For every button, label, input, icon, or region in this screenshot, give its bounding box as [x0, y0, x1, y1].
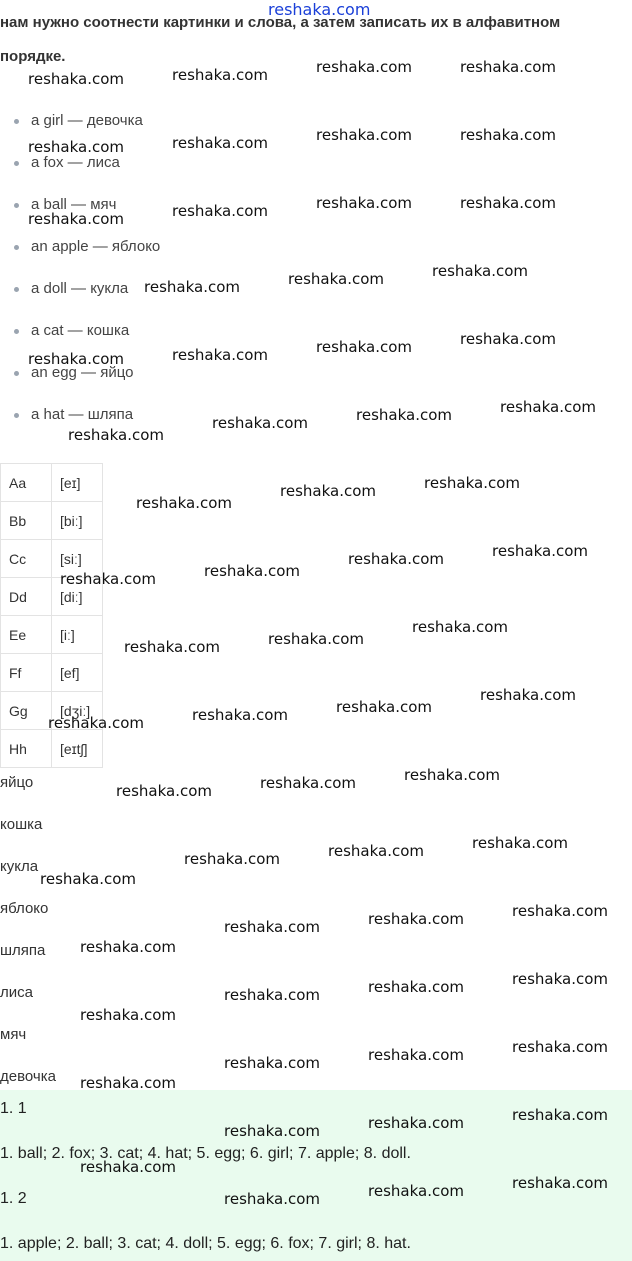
- list-item: a cat — кошка: [14, 322, 129, 339]
- watermark-text: reshaka.com: [124, 638, 220, 656]
- watermark-text: reshaka.com: [328, 842, 424, 860]
- list-item: a girl — девочка: [14, 112, 143, 129]
- watermark-text: reshaka.com: [404, 766, 500, 784]
- watermark-text: reshaka.com: [348, 550, 444, 568]
- watermark-text: reshaka.com: [40, 870, 136, 888]
- watermark-text: reshaka.com: [224, 1122, 320, 1140]
- watermark-text: reshaka.com: [368, 1046, 464, 1064]
- transcription-cell: [eɪ]: [52, 464, 103, 502]
- letter-cell: Cc: [1, 540, 52, 578]
- watermark-text: reshaka.com: [136, 494, 232, 512]
- watermark-text: reshaka.com: [460, 58, 556, 76]
- bullet-icon: [14, 161, 19, 166]
- table-row: [1, 502, 103, 540]
- watermark-link[interactable]: reshaka.com: [268, 0, 371, 19]
- russian-word: мяч: [0, 1026, 27, 1043]
- watermark-text: reshaka.com: [224, 986, 320, 1004]
- watermark-text: reshaka.com: [500, 398, 596, 416]
- watermark-text: reshaka.com: [184, 850, 280, 868]
- list-item: an apple — яблоко: [14, 238, 160, 255]
- watermark-text: reshaka.com: [368, 910, 464, 928]
- russian-word: кукла: [0, 858, 39, 875]
- watermark-text: reshaka.com: [368, 1182, 464, 1200]
- watermark-text: reshaka.com: [172, 202, 268, 220]
- answer-text: 1. ball; 2. fox; 3. cat; 4. hat; 5. egg; 6. girl; 7. apple; 8. doll.: [0, 1145, 411, 1162]
- transcription-cell: [iː]: [52, 616, 103, 654]
- answer-label: 1. 2: [0, 1190, 27, 1207]
- bullet-icon: [14, 329, 19, 334]
- watermark-text: reshaka.com: [512, 1106, 608, 1124]
- task-description-line2: порядке.: [0, 48, 66, 65]
- letter-cell: Hh: [1, 730, 52, 768]
- answer-text: 1. apple; 2. ball; 3. cat; 4. doll; 5. egg; 6. fox; 7. girl; 8. hat.: [0, 1235, 411, 1252]
- list-item: a hat — шляпа: [14, 406, 133, 423]
- watermark-text: reshaka.com: [172, 134, 268, 152]
- watermark-text: reshaka.com: [368, 1114, 464, 1132]
- watermark-text: reshaka.com: [316, 194, 412, 212]
- transcription-cell: [ef]: [52, 654, 103, 692]
- russian-word: кошка: [0, 816, 43, 833]
- transcription-cell: [siː]: [52, 540, 103, 578]
- watermark-text: reshaka.com: [116, 782, 212, 800]
- transcription-cell: [biː]: [52, 502, 103, 540]
- watermark-text: reshaka.com: [268, 630, 364, 648]
- russian-word: яблоко: [0, 900, 49, 917]
- watermark-text: reshaka.com: [316, 338, 412, 356]
- bullet-icon: [14, 287, 19, 292]
- watermark-text: reshaka.com: [460, 126, 556, 144]
- watermark-text: reshaka.com: [80, 938, 176, 956]
- russian-word: яйцо: [0, 774, 34, 791]
- watermark-text: reshaka.com: [356, 406, 452, 424]
- watermark-text: reshaka.com: [224, 1054, 320, 1072]
- watermark-text: reshaka.com: [80, 1074, 176, 1092]
- watermark-text: reshaka.com: [60, 570, 156, 588]
- watermark-text: reshaka.com: [28, 350, 124, 368]
- letter-cell: Dd: [1, 578, 52, 616]
- table-row: [1, 616, 103, 654]
- list-item: a fox — лиса: [14, 154, 120, 171]
- russian-word: лиса: [0, 984, 33, 1001]
- watermark-text: reshaka.com: [80, 1006, 176, 1024]
- watermark-text: reshaka.com: [224, 1190, 320, 1208]
- watermark-text: reshaka.com: [280, 482, 376, 500]
- watermark-text: reshaka.com: [204, 562, 300, 580]
- watermark-text: reshaka.com: [172, 346, 268, 364]
- watermark-text: reshaka.com: [260, 774, 356, 792]
- list-item: an egg — яйцо: [14, 364, 133, 381]
- watermark-text: reshaka.com: [316, 58, 412, 76]
- watermark-text: reshaka.com: [192, 706, 288, 724]
- watermark-text: reshaka.com: [512, 1038, 608, 1056]
- watermark-text: reshaka.com: [336, 698, 432, 716]
- bullet-icon: [14, 119, 19, 124]
- watermark-text: reshaka.com: [472, 834, 568, 852]
- letter-cell: Gg: [1, 692, 52, 730]
- watermark-text: reshaka.com: [316, 126, 412, 144]
- watermark-text: reshaka.com: [460, 330, 556, 348]
- watermark-text: reshaka.com: [48, 714, 144, 732]
- transcription-cell: [dʒiː]: [52, 692, 103, 730]
- watermark-text: reshaka.com: [212, 414, 308, 432]
- russian-word: девочка: [0, 1068, 56, 1085]
- bullet-icon: [14, 413, 19, 418]
- table-row: [1, 730, 103, 768]
- bullet-icon: [14, 371, 19, 376]
- watermark-text: reshaka.com: [512, 970, 608, 988]
- watermark-text: reshaka.com: [480, 686, 576, 704]
- bullet-icon: [14, 203, 19, 208]
- watermark-text: reshaka.com: [432, 262, 528, 280]
- list-item: a doll — кукла: [14, 280, 128, 297]
- watermark-text: reshaka.com: [512, 902, 608, 920]
- watermark-text: reshaka.com: [512, 1174, 608, 1192]
- watermark-text: reshaka.com: [28, 138, 124, 156]
- list-item: a ball — мяч: [14, 196, 116, 213]
- watermark-text: reshaka.com: [368, 978, 464, 996]
- answer-label: 1. 1: [0, 1100, 27, 1117]
- watermark-text: reshaka.com: [80, 1158, 176, 1176]
- transcription-cell: [eɪtʃ]: [52, 730, 103, 768]
- watermark-text: reshaka.com: [424, 474, 520, 492]
- watermark-text: reshaka.com: [492, 542, 588, 560]
- russian-word: шляпа: [0, 942, 46, 959]
- watermark-text: reshaka.com: [28, 70, 124, 88]
- watermark-text: reshaka.com: [144, 278, 240, 296]
- letter-cell: Ff: [1, 654, 52, 692]
- watermark-text: reshaka.com: [224, 918, 320, 936]
- letter-cell: Aa: [1, 464, 52, 502]
- letter-cell: Ee: [1, 616, 52, 654]
- task-description-line1: нам нужно соотнести картинки и слова, а затем записать их в алфавитном: [0, 14, 561, 31]
- bullet-icon: [14, 245, 19, 250]
- transcription-cell: [diː]: [52, 578, 103, 616]
- table-row: [1, 654, 103, 692]
- watermark-text: reshaka.com: [412, 618, 508, 636]
- letter-cell: Bb: [1, 502, 52, 540]
- watermark-text: reshaka.com: [28, 210, 124, 228]
- table-row: [1, 464, 103, 502]
- watermark-text: reshaka.com: [172, 66, 268, 84]
- watermark-text: reshaka.com: [460, 194, 556, 212]
- watermark-text: reshaka.com: [288, 270, 384, 288]
- watermark-text: reshaka.com: [68, 426, 164, 444]
